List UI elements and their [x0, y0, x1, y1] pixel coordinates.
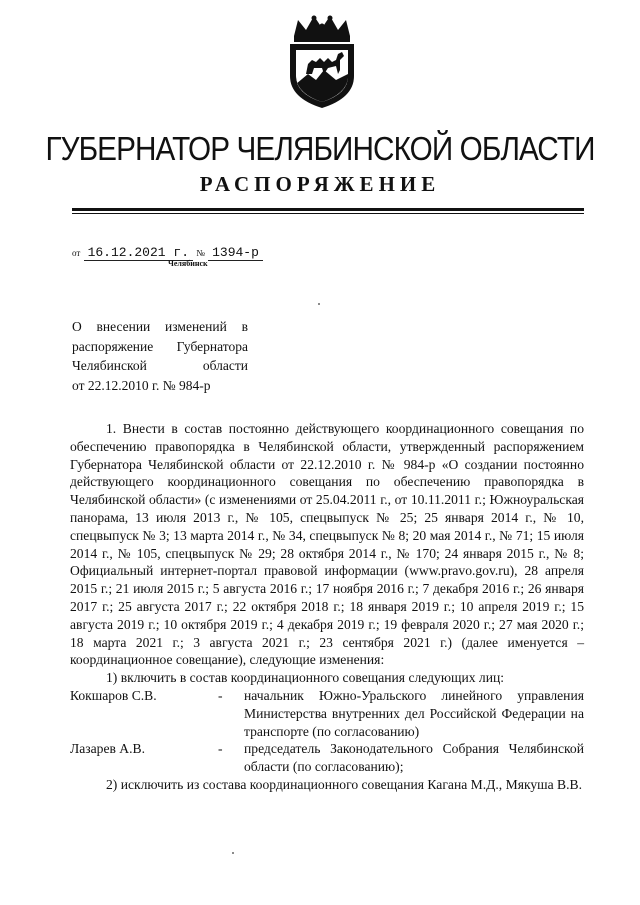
document-number: 1394-р [208, 245, 263, 261]
subject-line: распоряжение Губернатора [72, 338, 248, 354]
subject-line: О внесении изменений в [72, 319, 248, 334]
city-label: Челябинск [168, 259, 208, 268]
subject-line: от 22.12.2010 г. № 984-р [72, 377, 211, 393]
subitem-1: 1) включить в состав координационного совещания следующих лиц: [106, 670, 505, 686]
header-rule-thick [72, 208, 584, 211]
person-entry [70, 740, 584, 776]
from-label: от [72, 248, 81, 258]
document-type: РАСПОРЯЖЕНИЕ [199, 172, 441, 196]
coat-of-arms-icon [284, 14, 360, 110]
governor-title: ГУБЕРНАТОР ЧЕЛЯБИНСКОЙ ОБЛАСТИ [45, 130, 595, 167]
scan-speck [232, 852, 234, 854]
document-subject [72, 317, 248, 395]
person-role: начальник Южно-Уральского линейного управления Министерства внутренних дел Российской Федерации на транспорте (по согласованию) [244, 687, 584, 739]
paragraph-1: 1. Внести в состав постоянно действующего координационного совещания по обеспечению правопорядка в Челябинской области, утвержденный распоряжением Губернатора Челябинской области от 22.12.2010 г. № 984-р «О создании постоянно действующего координационного совещания по обеспечению правопорядка в Челябинской области» (с изменениями от 25.04.2011 г., от 10.11.2011 г.; Южноуральская панорама, 13 июля 2013 г., № 105, спецвыпуск № 25; 25 января 2014 г., № 10, спецвыпуск № 3; 13 марта 2014 г., № 34, спецвыпуск № 8; 20 мая 2014 г., № 71; 15 июля 2014 г., № 105, спецвыпуск № 29; 28 октября 2014 г., № 170; 24 января 2015 г., № 8; Официальный интернет-портал правовой информации (www.pravo.gov.ru), 28 апреля 2015 г.; 21 июля 2015 г.; 5 августа 2016 г.; 17 ноября 2016 г.; 7 декабря 2016 г.; 26 января 2017 г.; 25 августа 2017 г.; 22 октября 2018 г.; 18 января 2019 г.; 10 апреля 2019 г.; 15 августа 2019 г.; 10 октября 2019 г.; 4 декабря 2019 г.; 19 февраля 2020 г.; 27 мая 2020 г.; 18 марта 2021 г.; 3 августа 2021 г.; 23 сентября 2021 г.) (далее именуется – координационное совещание), следующие изменения: [70, 421, 584, 668]
document-date: 16.12.2021 г. [84, 245, 193, 261]
dateline [72, 244, 263, 260]
person-name: Кокшаров С.В. [70, 687, 157, 703]
scan-speck [318, 303, 320, 305]
document-body [70, 420, 584, 794]
person-dash: - [218, 687, 223, 703]
subitem-2: 2) исключить из состава координационного совещания Кагана М.Д., Мякуша В.В. [106, 776, 582, 792]
number-label: № [196, 248, 205, 258]
person-name: Лазарев А.В. [70, 741, 145, 757]
person-entry [70, 687, 584, 740]
header-rule-thin [72, 213, 584, 214]
subject-line: Челябинской области [72, 358, 248, 373]
person-role: председатель Законодательного Собрания Челябинской области (по согласованию); [244, 741, 584, 775]
person-dash: - [218, 741, 223, 757]
